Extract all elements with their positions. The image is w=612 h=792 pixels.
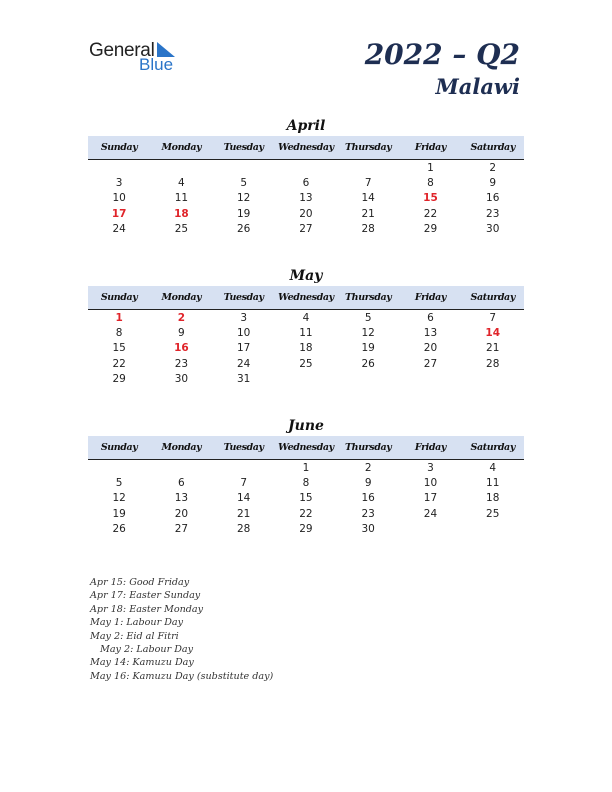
day-cell <box>88 461 150 476</box>
holiday-note: Apr 17: Easter Sunday <box>90 590 201 602</box>
day-cell: 22 <box>299 507 313 520</box>
day-cell: 8 <box>427 177 434 190</box>
holiday-day-cell: 14 <box>485 327 501 340</box>
day-cell <box>462 522 524 537</box>
day-cell: 29 <box>423 222 438 235</box>
day-cell <box>150 461 212 476</box>
week-row <box>88 507 524 522</box>
day-cell: 30 <box>174 372 189 385</box>
day-cell: 4 <box>178 177 185 190</box>
month-calendar-june <box>88 416 524 537</box>
day-cell: 29 <box>112 372 126 385</box>
day-cell: 21 <box>236 507 251 520</box>
week-row <box>88 372 524 387</box>
day-grid <box>88 311 524 387</box>
day-cell: 13 <box>174 492 189 505</box>
week-row <box>88 476 524 491</box>
day-cell: 15 <box>112 342 126 355</box>
day-cell: 25 <box>299 357 313 370</box>
weekday-label: Thursday <box>345 292 392 303</box>
holiday-note: Apr 18: Easter Monday <box>90 603 204 615</box>
weekday-label: Friday <box>414 292 447 303</box>
day-cell: 23 <box>174 357 189 370</box>
day-cell: 22 <box>112 357 126 370</box>
day-cell: 16 <box>361 492 375 505</box>
week-row <box>88 461 524 476</box>
weekday-label: Friday <box>414 142 447 153</box>
day-cell <box>399 522 461 537</box>
day-cell: 30 <box>486 222 500 235</box>
week-row <box>88 341 524 356</box>
day-cell: 12 <box>361 327 375 340</box>
day-cell: 20 <box>299 207 313 220</box>
day-cell: 5 <box>364 312 372 324</box>
day-cell: 21 <box>486 342 500 355</box>
day-cell: 14 <box>361 192 375 205</box>
holiday-note: May 2: Labour Day <box>100 644 194 656</box>
weekday-label: Saturday <box>470 442 515 453</box>
day-cell <box>462 372 524 387</box>
weekday-label: Thursday <box>345 442 392 453</box>
day-cell: 7 <box>240 477 247 490</box>
day-cell: 16 <box>486 192 500 205</box>
day-cell: 6 <box>178 477 185 490</box>
day-cell: 11 <box>299 327 313 340</box>
day-cell: 27 <box>423 357 438 370</box>
weekday-header <box>88 286 524 310</box>
week-row <box>88 522 524 537</box>
weekday-label: Wednesday <box>278 292 334 303</box>
holiday-note: May 2: Eid al Fitri <box>90 630 179 642</box>
day-cell <box>150 161 212 176</box>
day-cell <box>213 461 275 476</box>
weekday-header <box>88 136 524 160</box>
weekday-header <box>88 436 524 460</box>
weekday-label: Sunday <box>100 142 138 153</box>
day-cell: 30 <box>361 522 375 535</box>
holiday-notes <box>90 576 273 683</box>
day-cell: 22 <box>423 207 438 220</box>
day-cell: 26 <box>236 222 251 235</box>
day-cell: 9 <box>178 327 185 340</box>
holiday-day-cell: 17 <box>111 207 127 220</box>
country-name: Malawi <box>435 74 520 99</box>
holiday-note: Apr 15: Good Friday <box>90 577 190 588</box>
weekday-label: Monday <box>161 142 202 153</box>
day-cell: 18 <box>299 342 313 355</box>
day-cell: 24 <box>112 222 126 235</box>
day-cell: 3 <box>240 312 247 324</box>
day-cell <box>337 372 399 387</box>
day-cell: 12 <box>236 192 251 205</box>
day-cell: 8 <box>115 327 123 340</box>
day-cell <box>275 161 337 176</box>
day-cell: 1 <box>427 162 434 174</box>
day-cell <box>399 372 461 387</box>
day-cell: 29 <box>299 522 313 535</box>
day-cell: 17 <box>236 342 251 355</box>
day-cell <box>213 161 275 176</box>
day-cell: 3 <box>115 177 123 190</box>
holiday-note: May 14: Kamuzu Day <box>90 657 194 669</box>
day-cell: 24 <box>423 507 438 520</box>
week-row <box>88 491 524 506</box>
weekday-label: Sunday <box>100 292 138 303</box>
day-cell: 23 <box>486 207 500 220</box>
day-cell: 8 <box>302 477 310 490</box>
day-cell <box>275 372 337 387</box>
day-cell: 28 <box>486 357 500 370</box>
day-cell: 19 <box>112 507 126 520</box>
day-grid <box>88 461 524 537</box>
day-cell: 7 <box>489 312 497 324</box>
month-calendar-april <box>88 116 524 237</box>
holiday-day-cell: 18 <box>174 207 189 220</box>
holiday-note: May 1: Labour Day <box>90 617 184 629</box>
day-cell: 19 <box>236 207 251 220</box>
weekday-label: Tuesday <box>223 442 264 453</box>
day-cell: 6 <box>427 312 434 324</box>
month-calendar-may <box>88 266 524 387</box>
weekday-label: Friday <box>414 442 447 453</box>
holiday-day-cell: 16 <box>174 342 189 355</box>
logo-word-blue: Blue <box>139 55 174 74</box>
day-cell <box>337 161 399 176</box>
day-cell: 11 <box>486 477 500 490</box>
day-cell: 17 <box>423 492 438 505</box>
day-cell: 28 <box>236 522 251 535</box>
day-cell: 21 <box>361 207 375 220</box>
month-name: June <box>288 418 324 434</box>
day-cell: 27 <box>174 522 189 535</box>
day-cell: 23 <box>361 507 375 520</box>
week-row <box>88 222 524 237</box>
weekday-label: Sunday <box>100 442 138 453</box>
week-row <box>88 311 524 326</box>
day-cell: 13 <box>299 192 313 205</box>
day-cell: 5 <box>240 177 247 190</box>
day-cell: 12 <box>112 492 126 505</box>
day-cell: 26 <box>361 357 375 370</box>
month-name: April <box>286 118 326 134</box>
day-cell: 2 <box>489 162 497 174</box>
brand-logo <box>89 40 189 76</box>
month-name: May <box>289 268 323 284</box>
day-cell: 25 <box>174 222 189 235</box>
day-cell: 28 <box>361 222 375 235</box>
day-cell: 10 <box>423 477 438 490</box>
day-grid <box>88 161 524 237</box>
day-cell: 10 <box>236 327 251 340</box>
holiday-day-cell: 2 <box>177 312 186 324</box>
day-cell: 4 <box>302 312 310 324</box>
week-row <box>88 357 524 372</box>
day-cell: 24 <box>236 357 251 370</box>
day-cell: 25 <box>486 507 500 520</box>
day-cell: 27 <box>299 222 313 235</box>
page-title: 2022 – Q2 <box>364 38 520 71</box>
day-cell: 14 <box>236 492 251 505</box>
weekday-label: Tuesday <box>223 142 264 153</box>
holiday-day-cell: 1 <box>115 312 123 324</box>
weekday-label: Monday <box>161 442 202 453</box>
day-cell: 20 <box>423 342 438 355</box>
weekday-label: Wednesday <box>278 442 334 453</box>
day-cell: 4 <box>489 462 497 474</box>
day-cell: 13 <box>423 327 438 340</box>
weekday-label: Thursday <box>345 142 392 153</box>
week-row <box>88 326 524 341</box>
day-cell: 18 <box>486 492 500 505</box>
day-cell: 5 <box>115 477 123 490</box>
day-cell <box>88 161 150 176</box>
week-row <box>88 161 524 176</box>
weekday-label: Saturday <box>470 142 515 153</box>
weekday-label: Tuesday <box>223 292 264 303</box>
day-cell: 15 <box>299 492 313 505</box>
day-cell: 9 <box>364 477 372 490</box>
holiday-note: May 16: Kamuzu Day (substitute day) <box>90 670 274 682</box>
day-cell: 7 <box>364 177 372 190</box>
day-cell: 26 <box>112 522 126 535</box>
week-row <box>88 207 524 222</box>
day-cell: 19 <box>361 342 375 355</box>
day-cell: 3 <box>427 462 434 474</box>
day-cell: 31 <box>236 372 251 385</box>
weekday-label: Wednesday <box>278 142 334 153</box>
day-cell: 10 <box>112 192 126 205</box>
week-row <box>88 176 524 191</box>
week-row <box>88 191 524 206</box>
day-cell: 1 <box>302 462 310 474</box>
day-cell: 6 <box>302 177 310 190</box>
weekday-label: Monday <box>161 292 202 303</box>
day-cell: 20 <box>174 507 189 520</box>
day-cell: 9 <box>489 177 497 190</box>
day-cell: 11 <box>174 192 189 205</box>
logo-word-general: General <box>89 40 155 61</box>
holiday-day-cell: 15 <box>423 192 438 205</box>
weekday-label: Saturday <box>470 292 515 303</box>
day-cell: 2 <box>364 462 372 474</box>
